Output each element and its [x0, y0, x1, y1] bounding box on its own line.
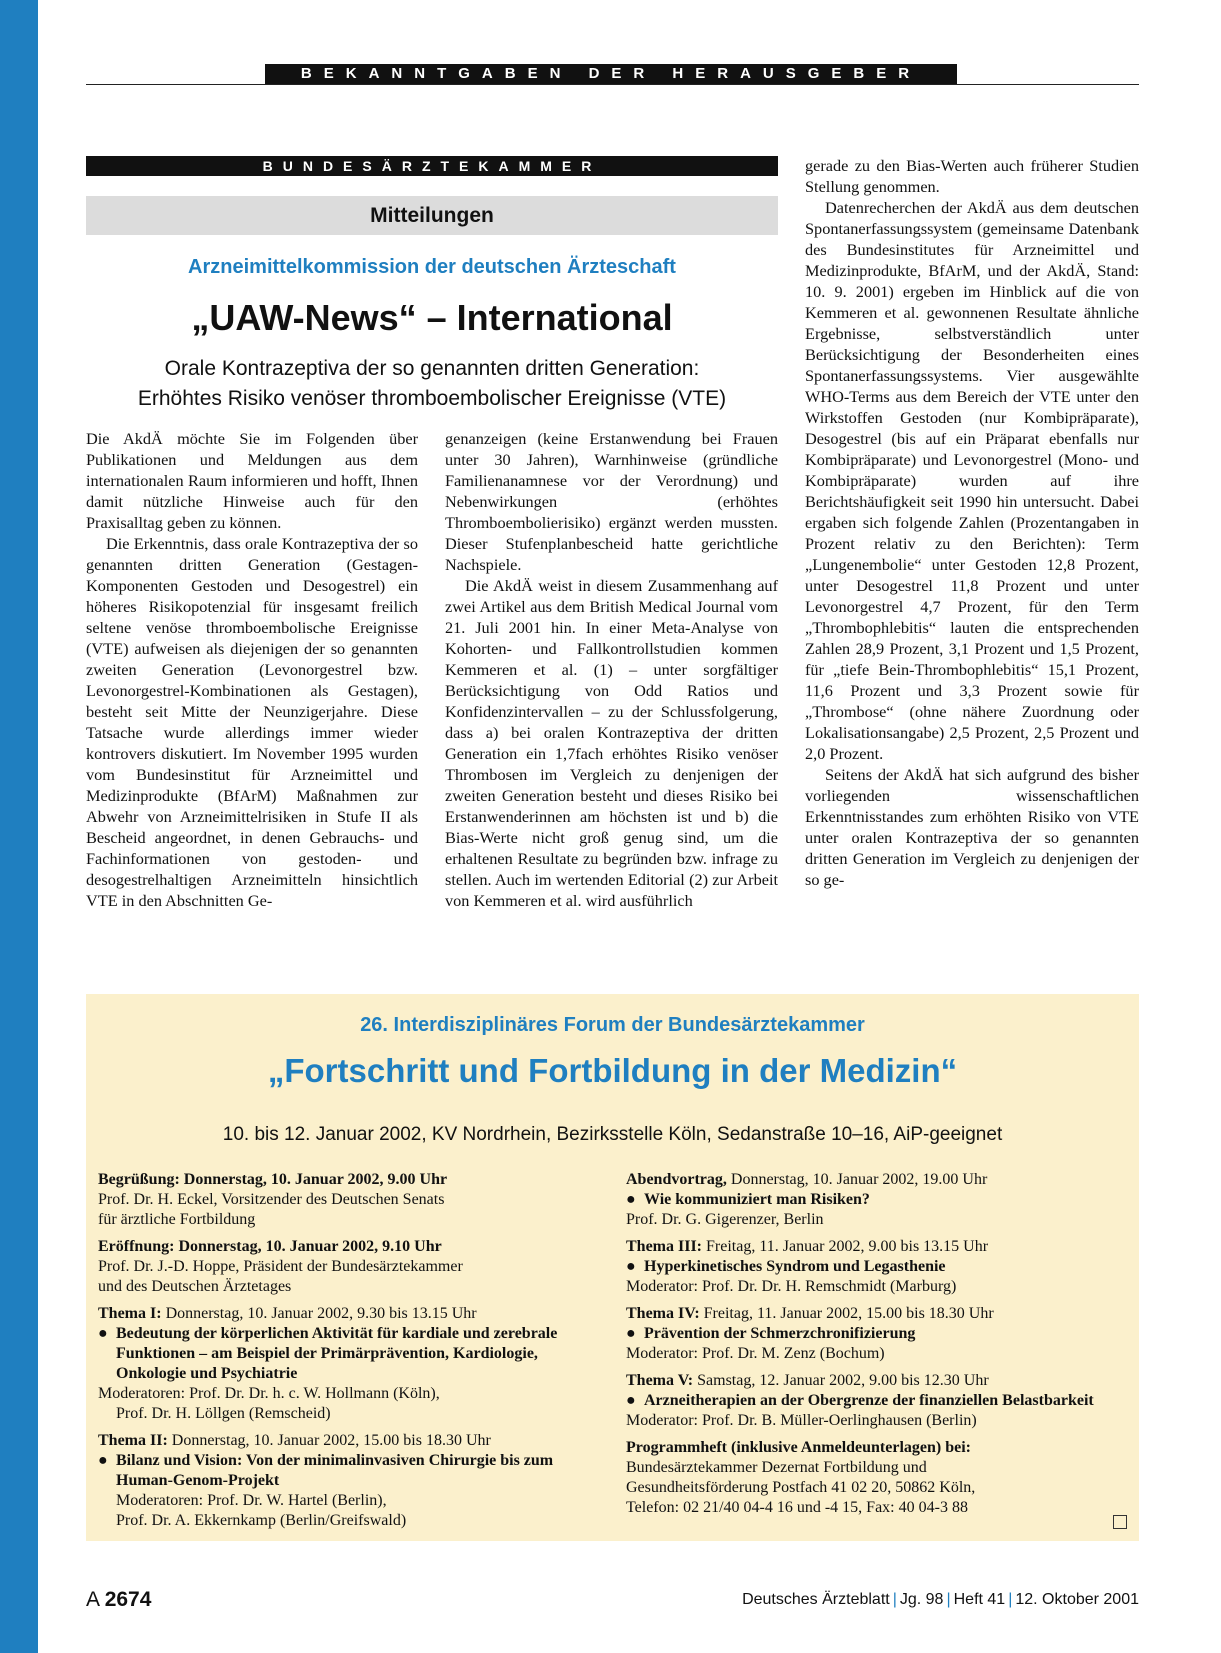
entry-heading — [626, 1170, 1126, 1190]
entry-label: Thema I: — [98, 1305, 162, 1322]
topic-text: Bedeutung der körperlichen Aktivität für kardiale und zerebrale Funktionen – am Beispiel der Primärprävention, Kardiologie, Onkologie und Psychiatrie — [116, 1325, 558, 1382]
bullet-icon: ● — [626, 1392, 636, 1409]
entry-line: Prof. Dr. H. Löllgen (Remscheid) — [116, 1405, 331, 1422]
topic-text: Bilanz und Vision: Von der minimalinvasiven Chirurgie bis zum Human-Genom-Projekt — [116, 1452, 554, 1489]
bullet-icon: ● — [626, 1191, 636, 1208]
entry-heading: Begrüßung: Donnerstag, 10. Januar 2002, 9.00 Uhr — [98, 1171, 448, 1188]
article-headline: „UAW-News“ – International — [191, 297, 673, 338]
forum-title: „Fortschritt und Fortbildung in der Medizin“ — [267, 1052, 958, 1089]
top-rule — [86, 84, 1139, 85]
program-entry-thema-4 — [626, 1304, 1126, 1364]
entry-heading — [98, 1304, 588, 1324]
paragraph: gerade zu den Bias-Werten auch früherer Studien Stellung genommen. — [805, 156, 1139, 196]
entry-label: Thema IV: — [626, 1305, 700, 1322]
entry-time: Samstag, 12. Januar 2002, 9.00 bis 12.30 Uhr — [693, 1372, 989, 1389]
topic-text: Prävention der Schmerzchronifizierung — [644, 1325, 916, 1342]
paragraph: Die Erkenntnis, dass orale Kontrazeptiva der so genannten dritten Generation (Gestagen-Komponenten Gestoden und Desogestrel) ein höheres Risikopotenzial für insgesamt freilich seltene venöse thromboembolische Ereignisse (VTE) aufweisen als diejenigen der so genannten zweiten Generation (Levonorgestrel bzw. Levonorgestrel-Kombinationen als Gestagen), besteht seit Mitte der Neunzigerjahre. Diese Tatsache wurde allerdings immer wieder kontrovers diskutiert. Im November 1995 wurden vom Bundesinstitut für Arzneimittel und Medizinprodukte (BfArM) Maßnahmen zur Abwehr von Arzneimittelrisiken in Stufe II als Bescheid angeordnet, in denen Gebrauchs- und Fachinformationen von gestoden- und desogestrelhaltigen Arzneimitteln hinsichtlich VTE in den Abschnitten Ge- — [86, 534, 418, 910]
entry-line: Prof. Dr. J.-D. Hoppe, Präsident der Bundesärztekammer — [98, 1258, 463, 1275]
mitteilungen-bar: Mitteilungen — [86, 196, 778, 235]
program-entry-thema-1 — [98, 1304, 588, 1424]
subhead-line-2: Erhöhtes Risiko venöser thromboembolischer Ereignisse (VTE) — [137, 387, 727, 410]
journal-issue: Heft 41 — [953, 1591, 1006, 1608]
entry-line: Prof. Dr. A. Ekkernkamp (Berlin/Greifswald) — [116, 1512, 407, 1529]
program-entry-thema-2 — [98, 1431, 588, 1531]
entry-line: Moderator: Prof. Dr. B. Müller-Oerlinghausen (Berlin) — [626, 1412, 977, 1429]
paragraph: Datenrecherchen der AkdÄ aus dem deutschen Spontanerfassungssystem (gemeinsame Datenbank des Bundesinstitutes für Arzneimittel und Medizinprodukte, BfArM, und der AkdÄ, Stand: 10. 9. 2001) ergeben im Hinblick auf die von Kemmeren et al. gewonnenen Resultate ähnliche Ergebnisse, selbstverständlich unter Berücksichtigung der Besonderheiten eines Spontanerfassungssystems. Vier ausgewählte WHO-Terms aus dem Bereich der VTE unter den Wirkstoffen Gestoden (nur Kombipräparate), Desogestrel (bis auf ein Präparat ebenfalls nur Kombipräparate) und Levonorgestrel (Mono- und Kombipräparate) wurden auf ihre Berichtshäufigkeit seit 1990 hin untersucht. Dabei ergaben sich folgende Zahlen (Prozentangaben in Prozent relativ zu den Berichten): Term „Lungenembolie“ unter Gestoden 12,8 Prozent, unter Desogestrel 11,8 Prozent und unter Levonorgestrel 4,7 Prozent, für den Term „Thrombophlebitis“ lauten die entsprechenden Zahlen 28,9 Prozent, 3,1 Prozent und 1,5 Prozent, für „tiefe Bein-Thrombophlebitis“ 15,1 Prozent, 11,6 Prozent und 3,3 Prozent sowie für „Thrombose“ (ohne nähere Zuordnung oder Lokalisationsangabe) 2,5 Prozent, 2,5 Prozent und 2,0 Prozent. — [805, 198, 1139, 763]
entry-line: Prof. Dr. G. Gigerenzer, Berlin — [626, 1211, 824, 1228]
top-banner: BEKANNTGABEN DER HERAUSGEBER — [265, 64, 957, 84]
entry-line: Moderator: Prof. Dr. M. Zenz (Bochum) — [626, 1345, 885, 1362]
entry-line: und des Deutschen Ärztetages — [98, 1278, 292, 1295]
article-kicker: Arzneimittelkommission der deutschen Ärzteschaft — [188, 256, 676, 278]
bullet-icon: ● — [98, 1452, 108, 1469]
entry-line: Moderator: Prof. Dr. Dr. H. Remschmidt (Marburg) — [626, 1278, 957, 1295]
forum-kicker: 26. Interdisziplinäres Forum der Bundesärztekammer — [360, 1014, 865, 1036]
paragraph: Die AkdÄ weist in diesem Zusammenhang auf zwei Artikel aus dem British Medical Journal vom 21. Juli 2001 hin. In einer Meta-Analyse von Kohorten- und Fallkontrollstudien kommen Kemmeren et al. (1) – unter sorgfältiger Berücksichtigung von Odd Ratios und Konfidenzintervallen – zu der Schlussfolgerung, dass a) bei oralen Kontrazeptiva der dritten Generation ein 1,7fach erhöhtes Risiko venöser Thrombosen im Vergleich zu denjenigen der zweiten Generation besteht und dieses Risiko bei Erstanwenderinnen am höchsten ist und b) die Bias-Werte nicht groß genug sind, um die erhaltenen Resultate zu begründen bzw. infrage zu stellen. Auch im wertenden Editorial (2) zur Arbeit von Kemmeren et al. wird ausführlich — [445, 576, 778, 910]
entry-line: Moderatoren: Prof. Dr. W. Hartel (Berlin), — [116, 1492, 387, 1509]
entry-topic — [626, 1324, 1126, 1344]
article-subhead — [86, 354, 778, 414]
journal-name: Deutsches Ärzteblatt — [742, 1591, 890, 1608]
bullet-icon: ● — [626, 1258, 636, 1275]
entry-topic — [626, 1190, 1126, 1210]
entry-line: Bundesärztekammer Dezernat Fortbildung und — [626, 1459, 927, 1476]
article-column-3 — [805, 155, 1139, 890]
entry-topic — [626, 1257, 1126, 1277]
entry-heading — [626, 1371, 1126, 1391]
topic-text: Arzneitherapien an der Obergrenze der finanziellen Belastbarkeit — [644, 1392, 1094, 1409]
program-entry-thema-3 — [626, 1237, 1126, 1297]
entry-line: Gesundheitsförderung Postfach 41 02 20, 50862 Köln, — [626, 1479, 976, 1496]
program-entry-begruessung — [98, 1170, 588, 1230]
entry-line: Moderatoren: Prof. Dr. Dr. h. c. W. Hollmann (Köln), — [98, 1385, 440, 1402]
page-number — [86, 1588, 151, 1612]
program-column-left — [98, 1170, 588, 1538]
page-prefix: A — [86, 1588, 99, 1611]
bullet-icon: ● — [626, 1325, 636, 1342]
article-column-1 — [86, 428, 418, 911]
sidebar-stripe — [0, 0, 38, 1653]
separator: | — [1008, 1591, 1013, 1608]
entry-time: Donnerstag, 10. Januar 2002, 19.00 Uhr — [726, 1171, 988, 1188]
entry-topic — [98, 1451, 588, 1491]
end-mark-icon — [1113, 1515, 1127, 1529]
entry-heading — [626, 1304, 1126, 1324]
paragraph: Seitens der AkdÄ hat sich aufgrund des bisher vorliegenden wissenschaftlichen Erkenntnisstandes zum erhöhten Risiko von VTE unter oralen Kontrazeptiva der so genannten dritten Generation im Vergleich zu denjenigen der so ge- — [805, 765, 1139, 889]
program-entry-programmheft — [626, 1438, 1126, 1518]
program-entry-abendvortrag — [626, 1170, 1126, 1230]
entry-topic — [98, 1324, 588, 1384]
journal-volume: Jg. 98 — [899, 1591, 944, 1608]
program-entry-thema-5 — [626, 1371, 1126, 1431]
topic-text: Hyperkinetisches Syndrom und Legasthenie — [644, 1258, 946, 1275]
separator: | — [946, 1591, 951, 1608]
entry-heading — [98, 1431, 588, 1451]
forum-box — [86, 994, 1139, 1541]
entry-time: Freitag, 11. Januar 2002, 15.00 bis 18.30 Uhr — [699, 1305, 994, 1322]
entry-label: Abendvortrag, — [626, 1171, 727, 1188]
article-column-2 — [445, 428, 778, 911]
entry-label: Thema III: — [626, 1238, 703, 1255]
paragraph: Die AkdÄ möchte Sie im Folgenden über Publikationen und Meldungen aus dem internationalen Raum informieren und hofft, Ihnen damit nützliche Hinweise auch für den Praxisalltag geben zu können. — [86, 429, 418, 532]
topic-text: Wie kommuniziert man Risiken? — [644, 1191, 870, 1208]
subhead-line-1: Orale Kontrazeptiva der so genannten dritten Generation: — [164, 357, 700, 380]
page-number-value: 2674 — [104, 1588, 152, 1611]
bullet-icon: ● — [98, 1325, 108, 1342]
journal-date: 12. Oktober 2001 — [1015, 1591, 1139, 1608]
separator: | — [892, 1591, 897, 1608]
journal-footer — [742, 1591, 1139, 1609]
paragraph: genanzeigen (keine Erstanwendung bei Frauen unter 30 Jahren), Warnhinweise (gründliche Familienanamnese vor der Verordnung) und Nebenwirkungen (erhöhtes Thromboembolierisiko) ergänzt werden mussten. Dieser Stufenplanbescheid hatte gerichtliche Nachspiele. — [445, 429, 778, 574]
entry-label: Thema V: — [626, 1372, 694, 1389]
program-entry-eroeffnung — [98, 1237, 588, 1297]
entry-time: Freitag, 11. Januar 2002, 9.00 bis 13.15 Uhr — [702, 1238, 989, 1255]
entry-time: Donnerstag, 10. Januar 2002, 9.30 bis 13.15 Uhr — [161, 1305, 477, 1322]
section-banner: BUNDESÄRZTEKAMMER — [86, 156, 778, 176]
entry-heading: Eröffnung: Donnerstag, 10. Januar 2002, 9.10 Uhr — [98, 1238, 442, 1255]
entry-time: Donnerstag, 10. Januar 2002, 15.00 bis 18.30 Uhr — [167, 1432, 491, 1449]
entry-line: Telefon: 02 21/40 04-4 16 und -4 15, Fax: 40 04-3 88 — [626, 1499, 968, 1516]
forum-date-line: 10. bis 12. Januar 2002, KV Nordrhein, Bezirksstelle Köln, Sedanstraße 10–16, AiP-geeignet — [222, 1124, 1003, 1145]
entry-line: Prof. Dr. H. Eckel, Vorsitzender des Deutschen Senats — [98, 1191, 445, 1208]
entry-topic — [626, 1391, 1126, 1411]
entry-heading: Programmheft (inklusive Anmeldeunterlagen) bei: — [626, 1439, 972, 1456]
entry-line: für ärztliche Fortbildung — [98, 1211, 256, 1228]
entry-label: Thema II: — [98, 1432, 168, 1449]
program-column-right — [626, 1170, 1126, 1525]
entry-heading — [626, 1237, 1126, 1257]
